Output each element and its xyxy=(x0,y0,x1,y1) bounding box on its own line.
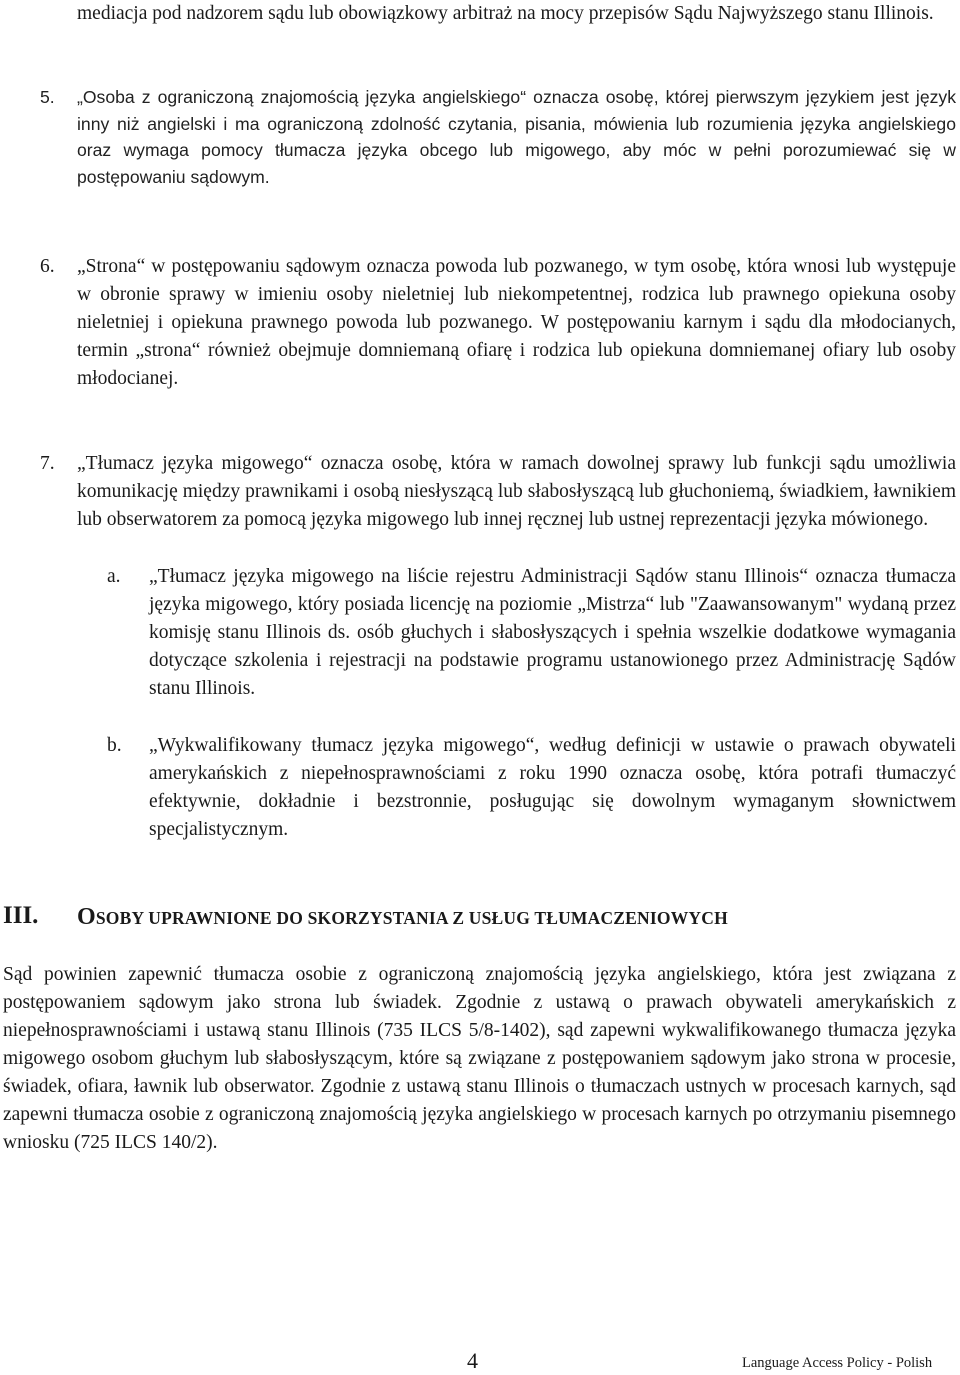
definition-item-6: „Strona“ w postępowaniu sądowym oznacza powoda lub pozwanego, w tym osobę, która wnosi lub występuje w obronie sprawy w imieniu osoby nieletniej lub niekompetentnej, rodzica lub prawnego opiekuna osoby nieletniej i opiekuna prawnego powoda lub pozwanego. W postępowaniu karnym i sądu dla młodocianych, termin „strona“ również obejmuje domniemaną ofiarę i rodzica lub opiekuna domniemanej ofiary lub osoby młodocianej. xyxy=(77,256,956,389)
item-number-6: 6. xyxy=(40,256,55,277)
paragraph-continuation: mediacja pod nadzorem sądu lub obowiązkowy arbitraż na mocy przepisów Sądu Najwyższego stanu Illinois. xyxy=(77,3,934,24)
item-number-5: 5. xyxy=(40,87,55,107)
subitem-letter-a: a. xyxy=(107,566,121,587)
section-title-rest: SOBY UPRAWNIONE DO SKORZYSTANIA Z USŁUG TŁUMACZENIOWYCH xyxy=(95,908,728,928)
definition-subitem-a: „Tłumacz języka migowego na liście rejestru Administracji Sądów stanu Illinois“ oznacza tłumacza języka migowego, który posiada licencję na poziomie „Mistrza“ lub "Zaawansowanym" wydaną przez komisję stanu Illinois ds. osób głuchych i słabosłyszących i spełnia wszelkie dodatkowe wymagania dotyczące szkolenia i rejestracji na podstawie programu ustanowionego przez Administrację Sądów stanu Illinois. xyxy=(149,566,956,699)
item-number-7: 7. xyxy=(40,453,55,474)
section-title-initial: O xyxy=(77,904,96,930)
page-number: 4 xyxy=(467,1348,478,1373)
section-number: III. xyxy=(3,902,39,929)
footer-label: Language Access Policy - Polish xyxy=(742,1355,933,1371)
section-title xyxy=(77,902,728,933)
definition-subitem-b: „Wykwalifikowany tłumacz języka migowego“, według definicji w ustawie o prawach obywateli amerykańskich z niepełnosprawnościami z roku 1990 oznacza osobę, która potrafi tłumaczyć efektywnie, dokładnie i bezstronnie, posługując się dowolnym wymaganym słownictwem specjalistycznym. xyxy=(149,735,956,840)
subitem-letter-b: b. xyxy=(107,735,122,756)
definition-item-7: „Tłumacz języka migowego“ oznacza osobę, która w ramach dowolnej sprawy lub funkcji sądu umożliwia komunikację między prawnikami i osobą niesłyszącą lub słabosłyszącą lub głuchoniemą, świadkiem, ławnikiem lub obserwatorem za pomocą języka migowego lub innej ręcznej lub ustnej reprezentacji języka mówionego. xyxy=(77,453,956,530)
definition-item-5: „Osoba z ograniczoną znajomością języka angielskiego“ oznacza osobę, której pierwszym językiem jest język inny niż angielski i ma ograniczoną zdolność czytania, pisania, mówienia lub rozumienia języka angielskiego oraz wymaga pomocy tłumacza języka obcego lub migowego, aby móc w pełni porozumiewać się w postępowaniu sądowym. xyxy=(77,87,956,187)
section-body-paragraph: Sąd powinien zapewnić tłumacza osobie z ograniczoną znajomością języka angielskiego, która jest związana z postępowaniem sądowym jako strona lub świadek. Zgodnie z ustawą o prawach obywateli amerykańskich z niepełnosprawnościami i ustawą stanu Illinois (735 ILCS 5/8-1402), sąd zapewni wykwalifikowanego tłumacza języka migowego osobom głuchym lub słabosłyszącym, które są związane z postępowaniem sądowym jako strona w procesie, świadek, ofiara, ławnik lub obserwator. Zgodnie z ustawą stanu Illinois o tłumaczach ustnych w procesach karnych, sąd zapewni tłumacza osobie z ograniczoną znajomością języka angielskiego w procesach karnych po otrzymaniu pisemnego wniosku (725 ILCS 140/2). xyxy=(3,964,956,1153)
